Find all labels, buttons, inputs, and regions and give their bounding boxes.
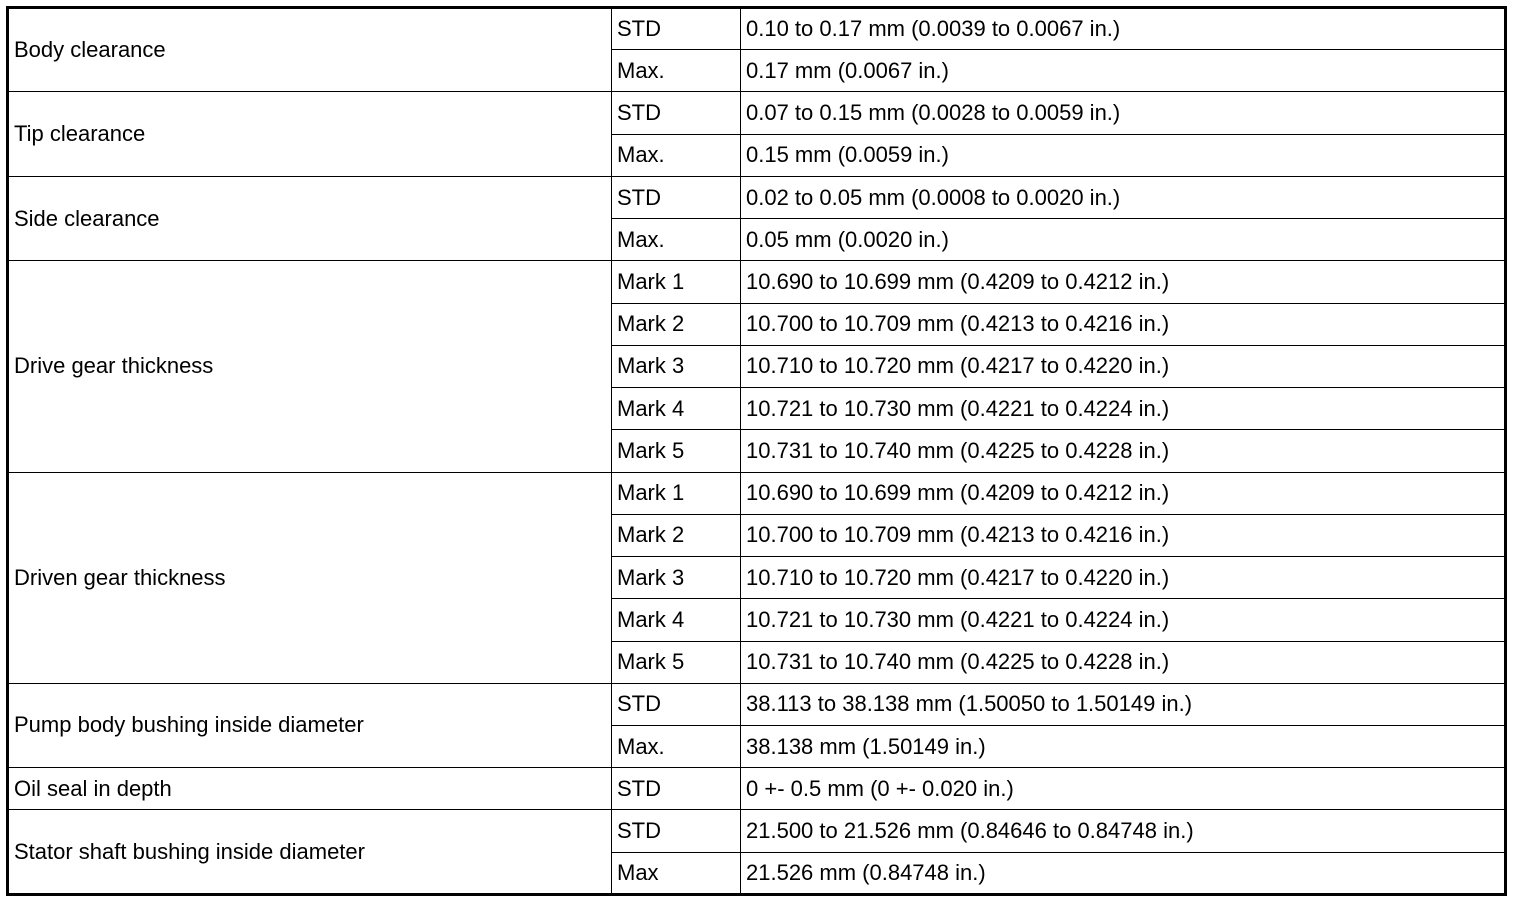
item-name-cell: Drive gear thickness — [8, 261, 612, 472]
specification-value-cell: 0.07 to 0.15 mm (0.0028 to 0.0059 in.) — [741, 92, 1506, 134]
specification-value-cell: 38.138 mm (1.50149 in.) — [741, 725, 1506, 767]
condition-cell: Mark 2 — [612, 303, 741, 345]
specification-value-cell: 0.05 mm (0.0020 in.) — [741, 219, 1506, 261]
table-row — [8, 92, 1506, 134]
condition-cell: STD — [612, 92, 741, 134]
specification-value-cell: 10.710 to 10.720 mm (0.4217 to 0.4220 in.) — [741, 557, 1506, 599]
table-row — [8, 810, 1506, 852]
condition-cell: Mark 3 — [612, 345, 741, 387]
table-row — [8, 472, 1506, 514]
specification-value-cell: 0.02 to 0.05 mm (0.0008 to 0.0020 in.) — [741, 176, 1506, 218]
specification-value-cell: 38.113 to 38.138 mm (1.50050 to 1.50149 in.) — [741, 683, 1506, 725]
condition-cell: Max. — [612, 134, 741, 176]
specification-table — [6, 6, 1507, 896]
condition-cell: Max. — [612, 50, 741, 92]
specification-value-cell: 10.690 to 10.699 mm (0.4209 to 0.4212 in.) — [741, 261, 1506, 303]
condition-cell: Mark 3 — [612, 557, 741, 599]
condition-cell: Mark 4 — [612, 388, 741, 430]
item-name-cell: Body clearance — [8, 8, 612, 92]
specification-value-cell: 10.690 to 10.699 mm (0.4209 to 0.4212 in.) — [741, 472, 1506, 514]
table-row — [8, 683, 1506, 725]
condition-cell: Mark 5 — [612, 641, 741, 683]
table-row — [8, 768, 1506, 810]
table-row — [8, 176, 1506, 218]
condition-cell: STD — [612, 8, 741, 50]
item-name-cell: Side clearance — [8, 176, 612, 260]
table-row — [8, 8, 1506, 50]
condition-cell: Max — [612, 852, 741, 894]
specification-value-cell: 10.700 to 10.709 mm (0.4213 to 0.4216 in.) — [741, 303, 1506, 345]
specification-value-cell: 21.500 to 21.526 mm (0.84646 to 0.84748 in.) — [741, 810, 1506, 852]
specification-value-cell: 0.15 mm (0.0059 in.) — [741, 134, 1506, 176]
item-name-cell: Driven gear thickness — [8, 472, 612, 683]
table-row — [8, 261, 1506, 303]
condition-cell: STD — [612, 683, 741, 725]
condition-cell: STD — [612, 810, 741, 852]
specification-table-body — [8, 8, 1506, 895]
specification-value-cell: 21.526 mm (0.84748 in.) — [741, 852, 1506, 894]
condition-cell: Mark 5 — [612, 430, 741, 472]
condition-cell: STD — [612, 768, 741, 810]
specification-value-cell: 0.10 to 0.17 mm (0.0039 to 0.0067 in.) — [741, 8, 1506, 50]
condition-cell: Max. — [612, 219, 741, 261]
specification-value-cell: 10.721 to 10.730 mm (0.4221 to 0.4224 in.) — [741, 599, 1506, 641]
condition-cell: Mark 1 — [612, 261, 741, 303]
condition-cell: Mark 1 — [612, 472, 741, 514]
condition-cell: Mark 4 — [612, 599, 741, 641]
specification-value-cell: 10.710 to 10.720 mm (0.4217 to 0.4220 in.) — [741, 345, 1506, 387]
condition-cell: STD — [612, 176, 741, 218]
specification-value-cell: 10.731 to 10.740 mm (0.4225 to 0.4228 in.) — [741, 430, 1506, 472]
item-name-cell: Tip clearance — [8, 92, 612, 176]
item-name-cell: Stator shaft bushing inside diameter — [8, 810, 612, 895]
specification-value-cell: 10.721 to 10.730 mm (0.4221 to 0.4224 in.) — [741, 388, 1506, 430]
specification-value-cell: 10.700 to 10.709 mm (0.4213 to 0.4216 in.) — [741, 514, 1506, 556]
condition-cell: Mark 2 — [612, 514, 741, 556]
item-name-cell: Pump body bushing inside diameter — [8, 683, 612, 767]
specification-value-cell: 0 +- 0.5 mm (0 +- 0.020 in.) — [741, 768, 1506, 810]
condition-cell: Max. — [612, 725, 741, 767]
specification-value-cell: 10.731 to 10.740 mm (0.4225 to 0.4228 in.) — [741, 641, 1506, 683]
item-name-cell: Oil seal in depth — [8, 768, 612, 810]
specification-value-cell: 0.17 mm (0.0067 in.) — [741, 50, 1506, 92]
